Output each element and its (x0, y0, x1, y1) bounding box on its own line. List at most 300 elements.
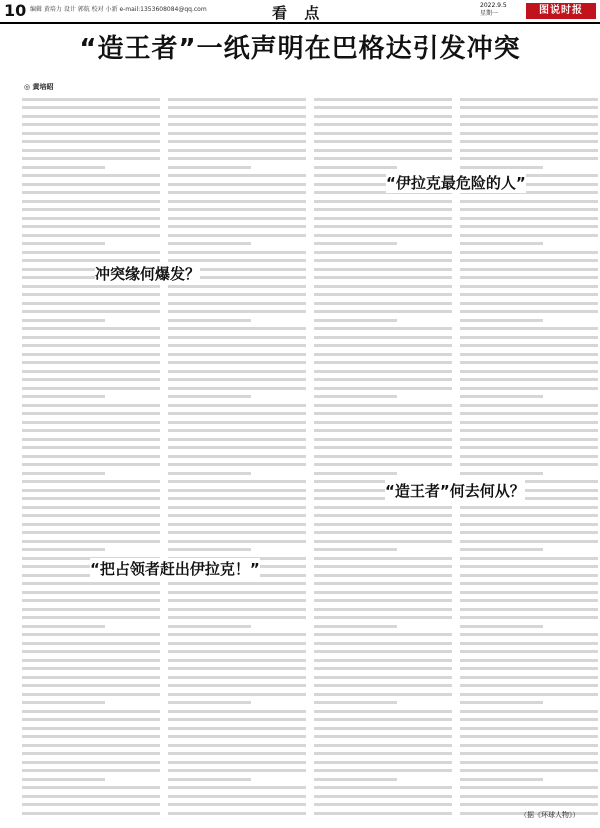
text-line (460, 701, 543, 704)
text-line (168, 387, 306, 390)
text-line (314, 667, 452, 670)
text-line (460, 769, 598, 772)
text-line (22, 710, 160, 713)
text-line (460, 217, 598, 220)
text-line (168, 472, 251, 475)
text-line (314, 752, 452, 755)
text-line (22, 455, 160, 458)
text-line (314, 344, 452, 347)
text-line (168, 132, 306, 135)
text-line (460, 625, 543, 628)
text-line (460, 693, 598, 696)
text-line (314, 115, 452, 118)
text-line (460, 395, 543, 398)
text-line (168, 446, 306, 449)
text-line (22, 727, 160, 730)
text-line (460, 540, 598, 543)
text-line (460, 667, 598, 670)
text-line (168, 319, 251, 322)
text-line (22, 752, 160, 755)
text-line (314, 412, 452, 415)
text-line (460, 132, 598, 135)
text-line (22, 327, 160, 330)
text-line (22, 404, 160, 407)
text-line (314, 786, 452, 789)
text-line (22, 174, 160, 177)
text-line (168, 353, 306, 356)
text-line (22, 344, 160, 347)
text-line (168, 616, 306, 619)
text-line (460, 446, 598, 449)
text-line (168, 404, 306, 407)
text-line (168, 812, 306, 815)
text-line (168, 149, 306, 152)
text-line (168, 174, 306, 177)
text-line (460, 319, 543, 322)
text-line (314, 98, 452, 101)
text-line (460, 650, 598, 653)
text-line (460, 565, 598, 568)
text-line (168, 761, 306, 764)
text-line (460, 463, 598, 466)
text-line (22, 642, 160, 645)
text-line (314, 438, 452, 441)
text-line (460, 455, 598, 458)
text-line (314, 123, 452, 126)
text-line (22, 378, 160, 381)
text-line (314, 803, 452, 806)
text-line (22, 259, 160, 262)
text-line (460, 591, 598, 594)
text-line (314, 387, 452, 390)
text-line (314, 769, 452, 772)
text-line (168, 633, 306, 636)
text-line (314, 293, 452, 296)
text-line (22, 149, 160, 152)
text-line (168, 140, 306, 143)
text-line (22, 616, 160, 619)
text-line (168, 293, 306, 296)
article-author: ◎ 黄培昭 (24, 83, 54, 91)
text-line (314, 472, 397, 475)
text-line (22, 650, 160, 653)
text-line (168, 395, 251, 398)
text-line (460, 506, 598, 509)
text-line (314, 727, 452, 730)
text-line (460, 429, 598, 432)
text-column-1 (22, 92, 160, 822)
text-line (460, 472, 543, 475)
text-line (460, 336, 598, 339)
text-line (460, 378, 598, 381)
text-line (460, 599, 598, 602)
text-line (460, 370, 598, 373)
text-line (314, 234, 452, 237)
text-line (460, 302, 598, 305)
text-line (168, 166, 251, 169)
text-line (22, 319, 105, 322)
text-line (22, 132, 160, 135)
text-line (168, 489, 306, 492)
text-line (314, 701, 397, 704)
text-line (314, 327, 452, 330)
text-line (22, 191, 160, 194)
text-line (314, 582, 452, 585)
text-line (314, 591, 452, 594)
text-line (314, 421, 452, 424)
text-line (460, 361, 598, 364)
text-line (168, 123, 306, 126)
text-line (460, 727, 598, 730)
text-line (168, 361, 306, 364)
text-line (460, 642, 598, 645)
text-line (22, 395, 105, 398)
issue-date (480, 2, 507, 18)
text-line (168, 200, 306, 203)
text-line (314, 404, 452, 407)
text-line (314, 557, 452, 560)
text-line (460, 106, 598, 109)
text-line (314, 446, 452, 449)
text-line (314, 106, 452, 109)
text-line (314, 149, 452, 152)
text-line (460, 574, 598, 577)
text-line (314, 676, 452, 679)
text-line (460, 608, 598, 611)
text-line (168, 659, 306, 662)
text-line (460, 344, 598, 347)
text-line (460, 225, 598, 228)
text-line (460, 157, 598, 160)
text-line (168, 727, 306, 730)
text-line (22, 599, 160, 602)
text-line (168, 191, 306, 194)
text-line (460, 582, 598, 585)
text-line (22, 548, 105, 551)
text-line (460, 166, 543, 169)
text-line (460, 285, 598, 288)
text-line (460, 293, 598, 296)
text-line (314, 302, 452, 305)
text-line (22, 293, 160, 296)
text-line (22, 812, 160, 815)
text-line (460, 786, 598, 789)
text-line (314, 531, 452, 534)
text-line (460, 438, 598, 441)
text-line (22, 438, 160, 441)
text-line (314, 616, 452, 619)
text-line (168, 523, 306, 526)
text-line (460, 531, 598, 534)
text-line (22, 472, 105, 475)
text-line (460, 98, 598, 101)
text-line (168, 98, 306, 101)
text-line (460, 633, 598, 636)
text-line (22, 429, 160, 432)
text-line (314, 514, 452, 517)
text-line (22, 701, 105, 704)
text-line (22, 123, 160, 126)
subhead-occupiers: “把占领者赶出伊拉克！” (90, 560, 260, 578)
text-line (314, 455, 452, 458)
text-line (314, 650, 452, 653)
text-line (168, 778, 251, 781)
text-line (22, 106, 160, 109)
text-line (314, 718, 452, 721)
text-line (460, 752, 598, 755)
text-line (314, 429, 452, 432)
text-line (460, 268, 598, 271)
text-line (460, 718, 598, 721)
text-line (460, 514, 598, 517)
text-line (460, 123, 598, 126)
text-column-3 (314, 92, 452, 822)
text-line (168, 735, 306, 738)
text-line (460, 234, 598, 237)
text-line (168, 115, 306, 118)
text-line (22, 234, 160, 237)
text-line (314, 574, 452, 577)
page-header (0, 0, 600, 24)
text-line (168, 302, 306, 305)
text-line (22, 183, 160, 186)
text-line (314, 642, 452, 645)
text-line (314, 659, 452, 662)
text-line (22, 633, 160, 636)
text-line (168, 718, 306, 721)
text-line (460, 140, 598, 143)
text-line (314, 540, 452, 543)
text-line (168, 106, 306, 109)
text-line (168, 744, 306, 747)
text-line (314, 217, 452, 220)
text-line (460, 310, 598, 313)
text-line (314, 157, 452, 160)
text-line (460, 616, 598, 619)
text-line (22, 591, 160, 594)
text-line (314, 761, 452, 764)
text-line (314, 208, 452, 211)
text-line (22, 370, 160, 373)
text-line (168, 769, 306, 772)
text-line (460, 259, 598, 262)
text-line (22, 157, 160, 160)
text-line (314, 506, 452, 509)
text-line (22, 684, 160, 687)
text-line (314, 378, 452, 381)
text-line (22, 778, 105, 781)
text-line (168, 480, 306, 483)
text-line (22, 761, 160, 764)
editor-credits: 编辑 黄培力 设计 郭航 校对 小新 e-mail:1353608084@qq.com (30, 6, 207, 13)
text-line (22, 302, 160, 305)
text-line (460, 548, 543, 551)
text-line (168, 608, 306, 611)
text-line (314, 395, 397, 398)
text-line (460, 710, 598, 713)
text-line (168, 370, 306, 373)
text-line (314, 812, 452, 815)
text-line (314, 633, 452, 636)
text-line (314, 353, 452, 356)
text-line (168, 183, 306, 186)
text-line (314, 242, 397, 245)
text-line (314, 259, 452, 262)
text-line (314, 310, 452, 313)
text-line (460, 200, 598, 203)
text-line (460, 208, 598, 211)
text-line (22, 582, 160, 585)
text-line (168, 157, 306, 160)
text-line (314, 778, 397, 781)
text-line (168, 803, 306, 806)
text-line (460, 115, 598, 118)
text-line (168, 582, 306, 585)
text-line (460, 404, 598, 407)
text-line (22, 421, 160, 424)
text-line (460, 676, 598, 679)
text-line (22, 208, 160, 211)
text-line (168, 642, 306, 645)
text-line (460, 557, 598, 560)
text-line (168, 497, 306, 500)
text-line (22, 225, 160, 228)
text-line (314, 166, 397, 169)
text-line (168, 531, 306, 534)
text-line (168, 786, 306, 789)
text-line (168, 693, 306, 696)
text-line (168, 225, 306, 228)
text-line (314, 361, 452, 364)
text-line (168, 599, 306, 602)
date-text: 2022.9.5 (480, 2, 507, 9)
newspaper-logo: 图说时报 (526, 3, 596, 19)
text-column-2 (168, 92, 306, 822)
subhead-conflict: 冲突缘何爆发？ (95, 265, 201, 283)
text-line (460, 276, 598, 279)
text-line (314, 693, 452, 696)
text-line (168, 591, 306, 594)
text-line (22, 412, 160, 415)
section-title: 看 点 (272, 4, 326, 22)
text-line (460, 242, 543, 245)
text-line (168, 455, 306, 458)
article-title: “造王者”一纸声明在巴格达引发冲突 (79, 34, 521, 64)
text-line (314, 565, 452, 568)
text-line (314, 684, 452, 687)
text-line (22, 625, 105, 628)
text-line (22, 480, 160, 483)
text-line (168, 667, 306, 670)
text-line (22, 540, 160, 543)
text-line (460, 735, 598, 738)
text-line (314, 463, 452, 466)
text-line (314, 744, 452, 747)
text-line (168, 684, 306, 687)
text-line (22, 803, 160, 806)
text-line (22, 115, 160, 118)
text-line (168, 421, 306, 424)
text-line (314, 285, 452, 288)
text-line (22, 217, 160, 220)
text-line (314, 735, 452, 738)
text-line (22, 659, 160, 662)
text-line (22, 200, 160, 203)
text-line (22, 166, 105, 169)
text-line (460, 659, 598, 662)
text-line (22, 387, 160, 390)
text-line (168, 344, 306, 347)
text-line (168, 208, 306, 211)
subhead-kingmaker: “造王者”何去何从？ (385, 482, 525, 500)
text-line (22, 718, 160, 721)
text-line (460, 387, 598, 390)
text-line (168, 548, 251, 551)
text-line (460, 421, 598, 424)
subhead-dangerous: “伊拉克最危险的人” (386, 174, 526, 192)
text-line (22, 506, 160, 509)
text-line (22, 336, 160, 339)
text-line (314, 200, 452, 203)
text-line (168, 378, 306, 381)
text-line (460, 523, 598, 526)
text-line (22, 523, 160, 526)
text-line (22, 735, 160, 738)
text-line (460, 149, 598, 152)
text-line (168, 752, 306, 755)
text-line (168, 336, 306, 339)
text-line (314, 548, 397, 551)
text-line (22, 140, 160, 143)
text-line (314, 132, 452, 135)
text-line (314, 268, 452, 271)
text-line (168, 310, 306, 313)
text-line (168, 625, 251, 628)
text-line (314, 336, 452, 339)
text-line (22, 285, 160, 288)
text-line (22, 676, 160, 679)
text-line (22, 608, 160, 611)
text-line (168, 650, 306, 653)
text-line (22, 514, 160, 517)
page-number: 10 (4, 1, 27, 20)
text-line (168, 412, 306, 415)
text-line (168, 710, 306, 713)
weekday-text: 星期一 (480, 10, 499, 17)
text-line (168, 327, 306, 330)
text-line (314, 140, 452, 143)
text-line (22, 489, 160, 492)
text-line (460, 353, 598, 356)
text-line (314, 710, 452, 713)
text-line (314, 276, 452, 279)
text-line (168, 234, 306, 237)
text-line (168, 701, 251, 704)
text-line (460, 778, 543, 781)
text-line (168, 251, 306, 254)
text-line (22, 497, 160, 500)
text-line (168, 676, 306, 679)
text-line (22, 361, 160, 364)
text-line (460, 684, 598, 687)
text-line (314, 225, 452, 228)
text-line (460, 412, 598, 415)
text-line (22, 242, 105, 245)
text-line (314, 523, 452, 526)
text-line (22, 786, 160, 789)
text-line (460, 795, 598, 798)
text-line (460, 744, 598, 747)
